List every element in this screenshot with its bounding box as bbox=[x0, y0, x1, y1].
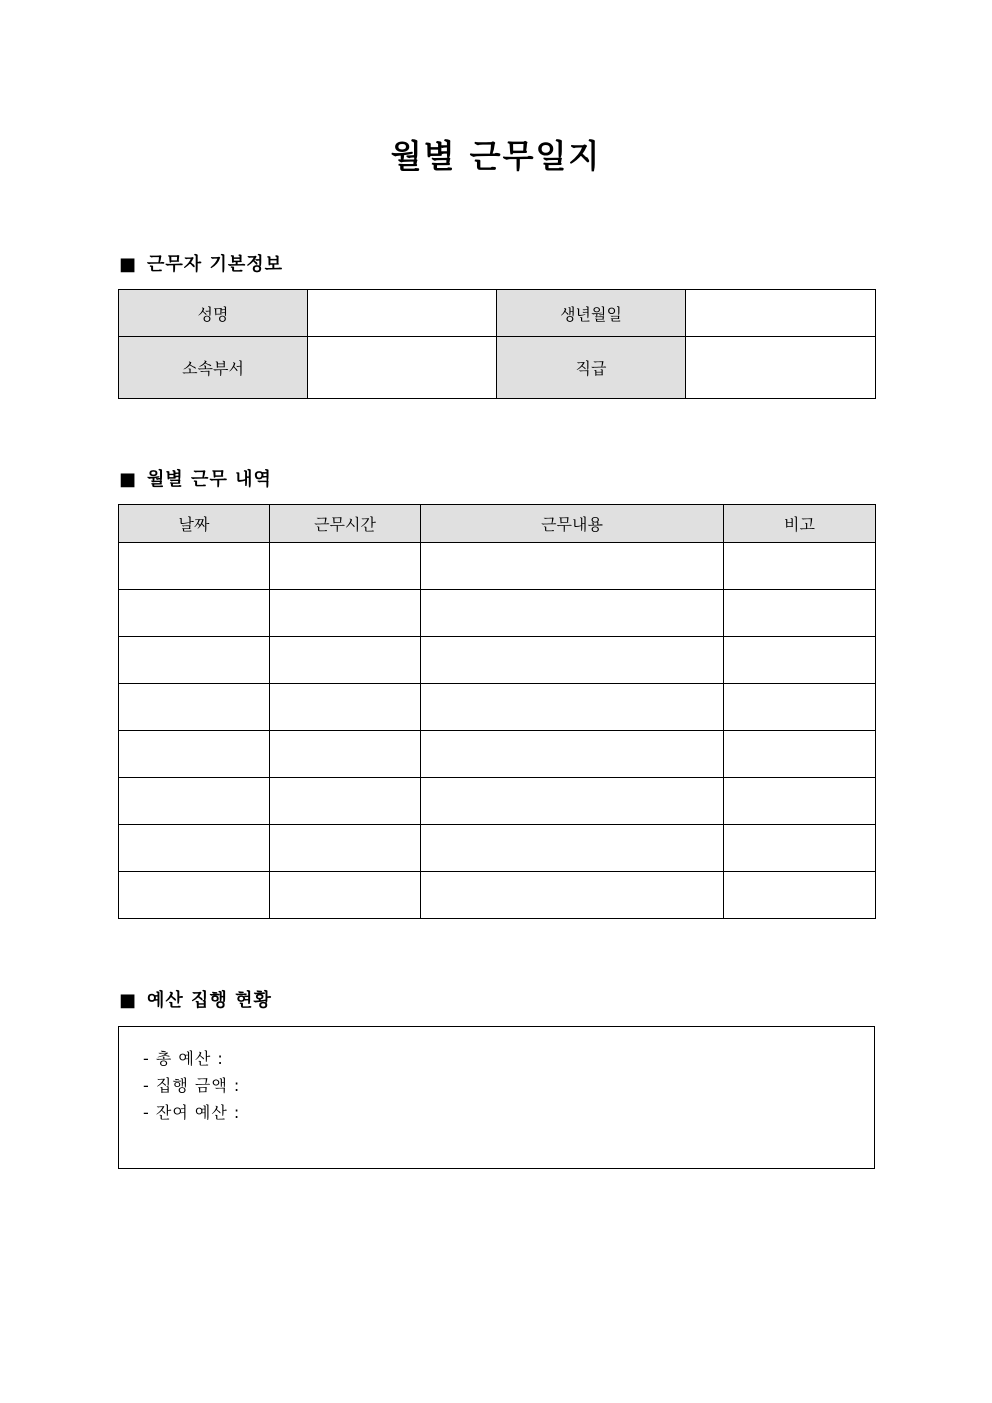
date-cell[interactable] bbox=[119, 825, 270, 872]
date-cell[interactable] bbox=[119, 731, 270, 778]
remarks-cell[interactable] bbox=[724, 637, 876, 684]
remarks-cell[interactable] bbox=[724, 872, 876, 919]
section-heading-basic-info bbox=[119, 253, 283, 277]
content-cell[interactable] bbox=[421, 684, 724, 731]
table-row bbox=[119, 337, 876, 399]
table-row bbox=[119, 290, 876, 337]
table-row bbox=[119, 684, 876, 731]
remarks-cell[interactable] bbox=[724, 778, 876, 825]
label-position: 직급 bbox=[497, 337, 686, 399]
hours-cell[interactable] bbox=[270, 731, 421, 778]
label-department: 소속부서 bbox=[119, 337, 308, 399]
hours-cell[interactable] bbox=[270, 543, 421, 590]
department-field[interactable] bbox=[308, 337, 497, 399]
column-header-date: 날짜 bbox=[119, 505, 270, 543]
remarks-cell[interactable] bbox=[724, 590, 876, 637]
column-header-remarks: 비고 bbox=[724, 505, 876, 543]
content-cell[interactable] bbox=[421, 637, 724, 684]
budget-list bbox=[143, 1045, 240, 1126]
hours-cell[interactable] bbox=[270, 637, 421, 684]
content-cell[interactable] bbox=[421, 731, 724, 778]
table-row bbox=[119, 778, 876, 825]
table-row bbox=[119, 590, 876, 637]
hours-cell[interactable] bbox=[270, 778, 421, 825]
remarks-cell[interactable] bbox=[724, 731, 876, 778]
square-bullet-icon: ■ bbox=[119, 254, 138, 275]
budget-total-line[interactable]: - 총 예산 : bbox=[143, 1049, 224, 1068]
label-name: 성명 bbox=[119, 290, 308, 337]
hours-cell[interactable] bbox=[270, 590, 421, 637]
section-heading-budget bbox=[119, 989, 272, 1013]
label-birth-date: 생년월일 bbox=[497, 290, 686, 337]
table-row bbox=[119, 872, 876, 919]
table-row bbox=[119, 637, 876, 684]
content-cell[interactable] bbox=[421, 825, 724, 872]
position-field[interactable] bbox=[686, 337, 876, 399]
hours-cell[interactable] bbox=[270, 684, 421, 731]
budget-spent-line[interactable]: - 집행 금액 : bbox=[143, 1076, 241, 1095]
remarks-cell[interactable] bbox=[724, 543, 876, 590]
birth-date-field[interactable] bbox=[686, 290, 876, 337]
content-cell[interactable] bbox=[421, 872, 724, 919]
date-cell[interactable] bbox=[119, 872, 270, 919]
table-row bbox=[119, 731, 876, 778]
square-bullet-icon: ■ bbox=[119, 469, 138, 490]
column-header-hours: 근무시간 bbox=[270, 505, 421, 543]
budget-remaining-line[interactable]: - 잔여 예산 : bbox=[143, 1103, 241, 1122]
date-cell[interactable] bbox=[119, 543, 270, 590]
basic-info-table bbox=[118, 289, 876, 399]
square-bullet-icon: ■ bbox=[119, 990, 138, 1011]
remarks-cell[interactable] bbox=[724, 684, 876, 731]
content-cell[interactable] bbox=[421, 543, 724, 590]
date-cell[interactable] bbox=[119, 778, 270, 825]
date-cell[interactable] bbox=[119, 590, 270, 637]
document-title: 월별 근무일지 bbox=[390, 137, 602, 175]
section-heading-label: 월별 근무 내역 bbox=[147, 469, 272, 490]
content-cell[interactable] bbox=[421, 778, 724, 825]
hours-cell[interactable] bbox=[270, 872, 421, 919]
hours-cell[interactable] bbox=[270, 825, 421, 872]
table-row bbox=[119, 543, 876, 590]
remarks-cell[interactable] bbox=[724, 825, 876, 872]
work-history-table bbox=[118, 504, 876, 919]
section-heading-label: 예산 집행 현황 bbox=[147, 990, 272, 1011]
table-row bbox=[119, 825, 876, 872]
budget-box bbox=[118, 1026, 875, 1169]
section-heading-work-history bbox=[119, 468, 272, 492]
column-header-content: 근무내용 bbox=[421, 505, 724, 543]
date-cell[interactable] bbox=[119, 684, 270, 731]
name-field[interactable] bbox=[308, 290, 497, 337]
table-header-row bbox=[119, 505, 876, 543]
content-cell[interactable] bbox=[421, 590, 724, 637]
date-cell[interactable] bbox=[119, 637, 270, 684]
section-heading-label: 근무자 기본정보 bbox=[147, 254, 283, 275]
